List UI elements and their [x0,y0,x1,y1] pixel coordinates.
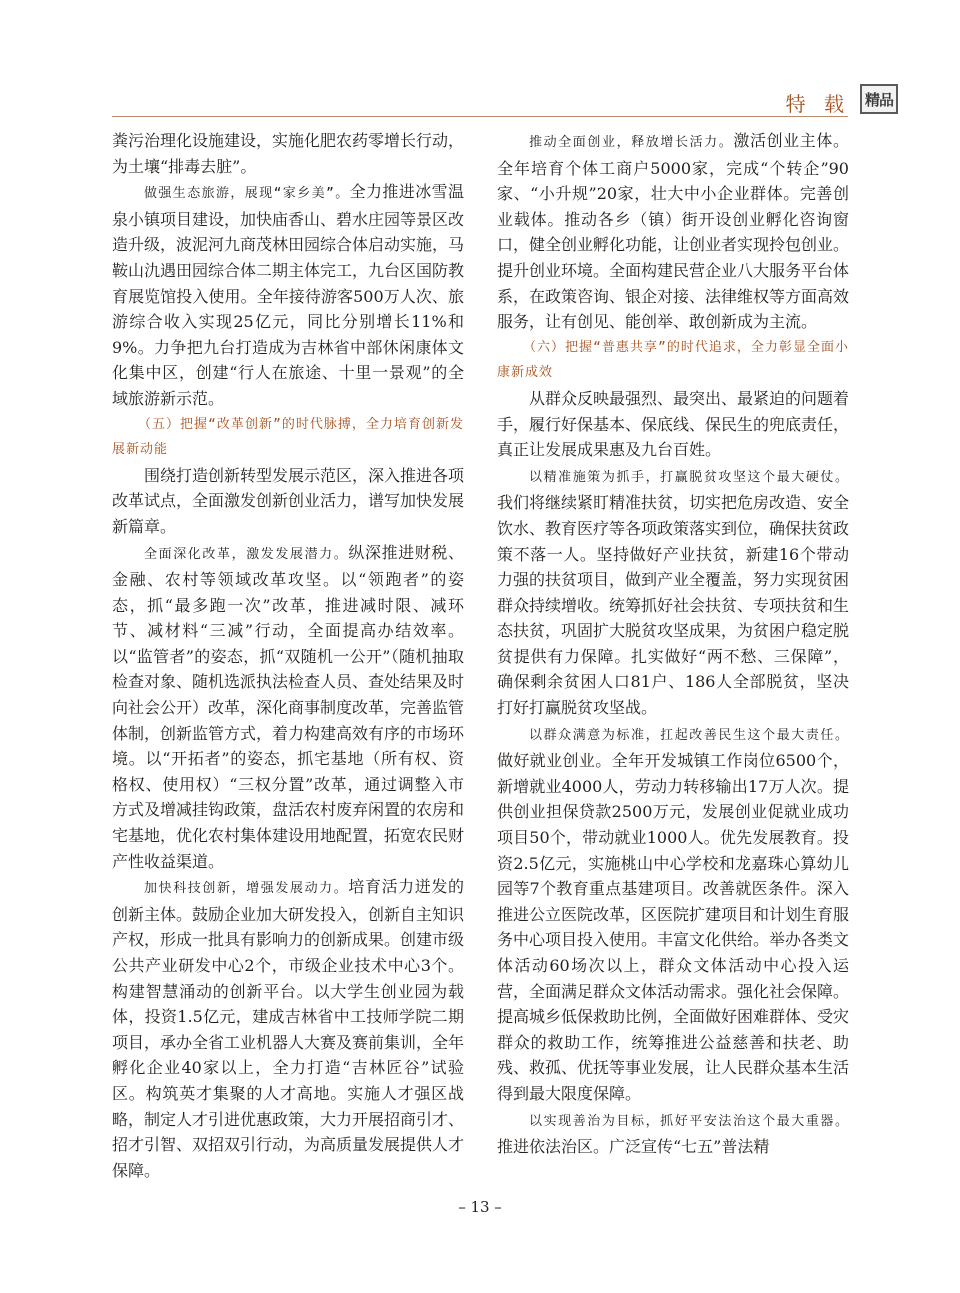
paragraph: 围绕打造创新转型发展示范区，深入推进各项改革试点，全面激发创新创业活力，谱写加快发展新篇章。 [112,465,464,536]
paragraph-lead: 以精准施策为抓手，打赢脱贫攻坚这个最大硬仗。 [529,469,849,485]
paragraph [497,721,849,1107]
paragraph: 粪污治理化设施建设，实施化肥农药零增长行动，为土壤“排毒去脏”。 [112,131,464,176]
paragraph-lead: 以实现善治为目标，抓好平安法治这个最大重器。 [529,1113,849,1129]
paragraph-body: 我们将继续紧盯精准扶贫，切实把危房改造、安全饮水、教育医疗等各项政策落实到位，确保扶贫政策不落一人。坚持做好产业扶贫，新建16个带动力强的扶贫项目，做到产业全覆盖，努力实现贫困群众持续增收。统筹抓好社会扶贫、专项扶贫和生态扶贫，巩固扩大脱贫攻坚成果，为贫困户稳定脱贫提供有力保障。扎实做好“两不愁、三保障”，确保剩余贫困人口81户、186人全部脱贫，坚决打好打赢脱贫攻坚战。 [497,493,849,718]
paragraph-lead: 做强生态旅游，展现“家乡美”。 [144,186,350,202]
paragraph [497,1107,849,1160]
left-column [112,128,464,1188]
paragraph-lead: 以群众满意为标准，扛起改善民生这个最大责任。 [529,727,849,743]
paragraph-lead: 推动全面创业，释放增长活力。 [529,135,734,150]
right-column [497,128,849,1188]
logo-text: 精品 [864,90,893,109]
paragraph-body: 培育活力迸发的创新主体。鼓励企业加大研发投入，创新自主知识产权，形成一批具有影响力的创新成果。创建市级公共产业研发中心2个，市级企业技术中心3个。构建智慧涌动的创新平台。以大学生创业园为载体，投资1.5亿元，建成吉林省中工技师学院二期项目，承办全省工业机器人大赛及赛前集训，全年孵化企业40家以上，全力打造“吉林匠谷”试验区。构筑英才集聚的人才高地。实施人才强区战略，制定人才引进优惠政策，大力开展招商引才、招才引智、双招双引行动，为高质量发展提供人才保障。 [112,877,464,1180]
paragraph-body: 做好就业创业。全年开发城镇工作岗位6500个，新增就业4000人，劳动力转移输出17万人次。提供创业担保贷款2500万元，发展创业促就业成功项目50个，带动就业1000人。优先发展教育。投资2.5亿元，实施桃山中心学校和龙嘉珠心算幼儿园等7个教育重点基建项目。改善就医条件。深入推进公立医院改革，区医院扩建项目和计划生育服务中心项目投入使用。丰富文化供给。举办各类文体活动60场次以上，群众文体活动中心投入运营，全面满足群众文体活动需求。强化社会保障。提高城乡低保救助比例，全面做好困难群体、受灾群众的救助工作，统筹推进公益慈善和扶老、助残、救孤、优抚等事业发展，让人民群众基本生活得到最大限度保障。 [497,751,849,1103]
section-heading: （五）把握“改革创新”的时代脉搏，全力培育创新发展新动能 [112,416,464,458]
section-heading: （六）把握“普惠共享”的时代追求，全力彰显全面小康新成效 [497,339,849,381]
paragraph-body: 激活创业主体。全年培育个体工商户5000家，完成“个转企”90家、“小升规”20家，壮大中小企业群体。完善创业载体。推动各乡（镇）街开设创业孵化咨询窗口，健全创业孵化功能，让创业者实现拎包创业。提升创业环境。全面构建民营企业八大服务平台体系，在政策咨询、银企对接、法律维权等方面高效服务，让有创见、能创举、敢创新成为主流。 [497,131,849,332]
paragraph-lead: 加快科技创新，增强发展动力。 [144,881,349,897]
section-label: 特 载 [785,92,850,116]
paragraph-lead: 全面深化改革，激发发展潜力。 [144,546,349,562]
paragraph [112,179,464,411]
paragraph: 从群众反映最强烈、最突出、最紧迫的问题着手，履行好保基本、保底线、保民生的兜底责任，真正让发展成果惠及九台百姓。 [497,388,849,460]
page-number: – 13 – [458,1198,502,1216]
magazine-logo [860,84,898,114]
paragraph [497,128,849,335]
paragraph [112,540,464,875]
running-header [0,76,960,116]
header-rule [112,116,848,117]
paragraph [497,463,849,721]
paragraph-body: 全力推进冰雪温泉小镇项目建设，加快庙香山、碧水庄园等景区改造升级，波泥河九商茂林田园综合体启动实施，马鞍山氿遇田园综合体二期主体完工，九台区国防教育展览馆投入使用。全年接待游客500万人次、旅游综合收入实现25亿元，同比分别增长11%和9%。力争把九台打造成为吉林省中部休闲康体文化集中区，创建“行人在旅途、十里一景观”的全域旅游新示范。 [112,182,464,408]
paragraph-body: 推进依法治区。广泛宣传“七五”普法精 [497,1137,770,1157]
paragraph [112,874,464,1183]
paragraph-body: 纵深推进财税、金融、农村等领域改革攻坚。以“领跑者”的姿态，抓“最多跑一次”改革，推进减时限、减环节、减材料“三减”行动，全面提高办结效率。以“监管者”的姿态，抓“双随机一公开”（随机抽取检查对象、随机选派执法检查人员、查处结果及时向社会公开）改革，深化商事制度改革，完善监管体制，创新监管方式，着力构建高效有序的市场环境。以“开拓者”的姿态，抓宅基地（所有权、资格权、使用权）“三权分置”改革，通过调整入市方式及增减挂钩政策，盘活农村废弃闲置的农房和宅基地，优化农村集体建设用地配置，拓宽农民财产性收益渠道。 [112,542,464,871]
